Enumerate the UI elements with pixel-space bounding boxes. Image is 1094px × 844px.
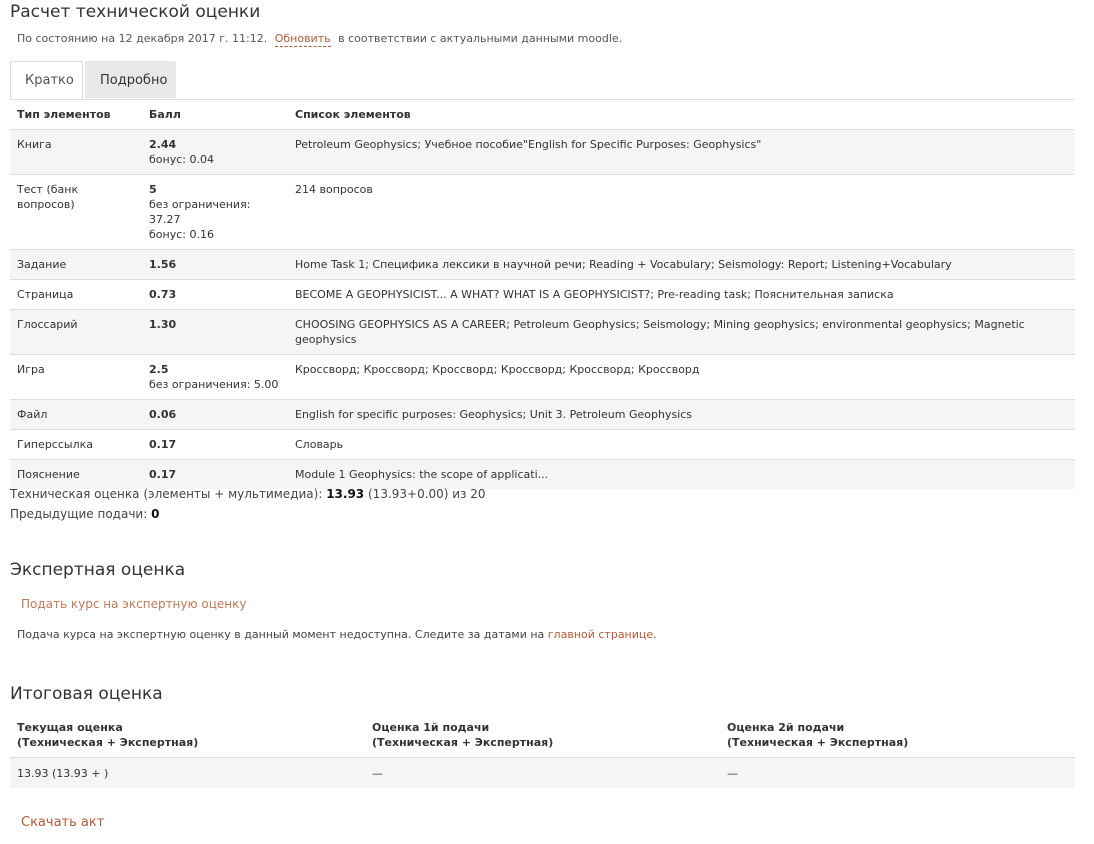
tab-bar [10, 61, 1075, 100]
row-type: Страница [10, 280, 142, 310]
col-header-current [10, 718, 365, 758]
final-section-title: Итоговая оценка [10, 684, 163, 704]
col-header-line: Текущая оценка [17, 721, 123, 734]
col-header-first [365, 718, 720, 758]
row-score: 1.30 [149, 318, 177, 331]
col-header-line: Оценка 2й подачи [727, 721, 845, 734]
row-score-cell [142, 250, 288, 280]
page-title: Расчет технической оценки [10, 2, 261, 22]
row-items: Petroleum Geophysics; Учебное пособие"English for Specific Purposes: Geophysics" [288, 130, 1075, 175]
col-header-second [720, 718, 1075, 758]
tech-score-line [10, 484, 486, 504]
row-items: Словарь [288, 430, 1075, 460]
row-type: Файл [10, 400, 142, 430]
row-score-cell [142, 355, 288, 400]
col-header-line: (Техническая + Экспертная) [17, 736, 199, 749]
current-grade-value: 13.93 (13.93 + ) [10, 758, 365, 789]
first-grade-value: — [365, 758, 720, 789]
row-score: 2.44 [149, 138, 177, 151]
submit-expert-review-link[interactable]: Подать курс на экспертную оценку [21, 597, 247, 611]
table-row [10, 280, 1075, 310]
tech-score-label: Техническая оценка (элементы + мультимедиа): [10, 487, 323, 501]
row-score: 0.06 [149, 408, 177, 421]
row-score: 1.56 [149, 258, 177, 271]
row-score: 2.5 [149, 363, 169, 376]
final-grade-table [10, 718, 1075, 788]
refresh-link[interactable]: Обновить [274, 32, 331, 45]
row-items: Home Task 1; Специфика лексики в научной речи; Reading + Vocabulary; Seismology: Report; Listening+Vocabulary [288, 250, 1075, 280]
expert-note [17, 628, 657, 641]
col-header-items: Список элементов [295, 107, 411, 121]
row-score-cell [142, 175, 288, 250]
tab-brief[interactable]: Кратко [10, 61, 83, 99]
download-act-link[interactable]: Скачать акт [21, 815, 105, 830]
row-score-extra: без ограничения: 37.27 [149, 198, 251, 226]
row-items: CHOOSING GEOPHYSICS AS A CAREER; Petroleum Geophysics; Seismology; Mining geophysics; environmental geophysics; Magnetic geophysics [288, 310, 1075, 355]
prev-submissions-value: 0 [151, 507, 160, 521]
expert-note-text: Подача курса на экспертную оценку в данный момент недоступна. Следите за датами на [17, 628, 545, 641]
table-row [10, 430, 1075, 460]
row-score: 0.17 [149, 468, 177, 481]
col-header-score: Балл [149, 107, 181, 121]
tech-score-value: 13.93 [326, 487, 365, 501]
table-row [10, 758, 1075, 789]
row-type: Задание [10, 250, 142, 280]
row-items: BECOME A GEOPHYSICIST... A WHAT? WHAT IS A GEOPHYSICIST?; Pre-reading task; Пояснительная записка [288, 280, 1075, 310]
status-suffix: в соответствии с актуальными данными moodle. [338, 32, 623, 45]
row-score-extra: бонус: 0.16 [149, 228, 214, 241]
row-items: Кроссворд; Кроссворд; Кроссворд; Кроссворд; Кроссворд; Кроссворд [288, 355, 1075, 400]
row-type: Глоссарий [10, 310, 142, 355]
row-score-extra: бонус: 0.04 [149, 153, 214, 166]
status-prefix: По состоянию на 12 декабря 2017 г. 11:12. [17, 32, 268, 45]
main-page-link[interactable]: главной странице [547, 628, 654, 641]
row-type: Тест (банк вопросов) [10, 175, 142, 250]
table-row [10, 355, 1075, 400]
expert-note-end: . [653, 628, 657, 641]
totals-block [10, 484, 486, 524]
table-row [10, 400, 1075, 430]
second-grade-value: — [720, 758, 1075, 789]
row-score-cell [142, 400, 288, 430]
row-type: Пояснение [10, 460, 142, 490]
col-header-line: (Техническая + Экспертная) [727, 736, 909, 749]
row-score: 0.17 [149, 438, 177, 451]
row-score: 5 [149, 183, 157, 196]
table-row [10, 130, 1075, 175]
row-score-cell [142, 130, 288, 175]
table-row [10, 250, 1075, 280]
expert-section-title: Экспертная оценка [10, 560, 186, 580]
tab-detailed[interactable]: Подробно [85, 61, 176, 98]
row-score-cell [142, 310, 288, 355]
col-header-line: (Техническая + Экспертная) [372, 736, 554, 749]
tech-score-detail: (13.93+0.00) из 20 [368, 487, 486, 501]
row-score-cell [142, 280, 288, 310]
row-score: 0.73 [149, 288, 177, 301]
table-row [10, 175, 1075, 250]
table-row [10, 310, 1075, 355]
summary-table [10, 99, 1075, 489]
row-type: Гиперссылка [10, 430, 142, 460]
col-header-line: Оценка 1й подачи [372, 721, 490, 734]
status-line [17, 32, 622, 45]
row-items: 214 вопросов [288, 175, 1075, 250]
prev-submissions-line [10, 504, 486, 524]
col-header-type: Тип элементов [17, 107, 111, 121]
row-score-cell [142, 430, 288, 460]
row-items: English for specific purposes: Geophysics; Unit 3. Petroleum Geophysics [288, 400, 1075, 430]
row-type: Игра [10, 355, 142, 400]
prev-submissions-label: Предыдущие подачи: [10, 507, 148, 521]
row-type: Книга [10, 130, 142, 175]
row-items: Module 1 Geophysics: the scope of applicati... [288, 460, 1075, 490]
row-score-extra: без ограничения: 5.00 [149, 378, 279, 391]
